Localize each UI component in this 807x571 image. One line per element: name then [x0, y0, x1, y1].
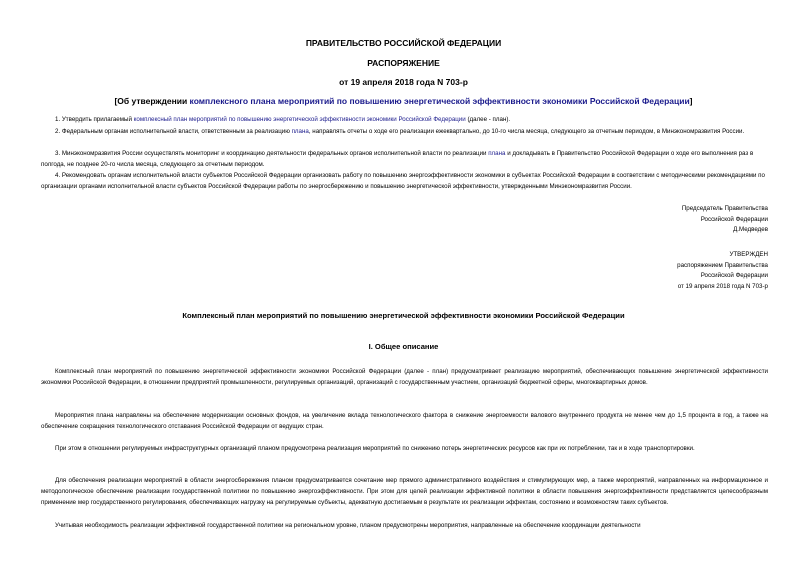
- item-3-plan-link[interactable]: плана: [488, 150, 506, 157]
- item-2-plan-link[interactable]: плана: [291, 128, 309, 135]
- item-2: [41, 127, 768, 138]
- item-3: [41, 149, 768, 170]
- plan-paragraph-4: Для обеспечения реализации мероприятий в области энергосбережения планом предусматривается сочетание мер прямого административного воздействия и стимулирующих мер, а также мероприятий, направленных на информационное и методологическое обеспечение реализации государственной политики по повышению энергоэффективности. При этом для целей реализации эффективной политики в области повышения энергоэффективности представляется целесообразным применение мер государственного регулирования, обеспечивающих нагрузку на регулируемые субъекты, адекватную достигаемым в результате их реализации эффектам, состоянию и возможностям таких субъектов.: [41, 477, 768, 506]
- government-heading: ПРАВИТЕЛЬСТВО РОССИЙСКОЙ ФЕДЕРАЦИИ: [305, 38, 502, 48]
- document-type-heading: РАСПОРЯЖЕНИЕ: [367, 58, 440, 68]
- document-date-number: от 19 апреля 2018 года N 703-р: [339, 77, 468, 87]
- item-1-text-a: 1. Утвердить прилагаемый: [55, 116, 134, 123]
- plan-paragraph-5: Учитывая необходимость реализации эффективной государственной политики на региональном уровне, планом предусмотрены мероприятия, направленные на обеспечение координации деятельности: [55, 522, 641, 529]
- item-3-text-b: и докладывать в Правительство Российской Федерации о ходе его выполнения раз в полгода, не позднее 20-го числа месяца, следующего за отчетным периодом.: [41, 150, 754, 168]
- approval-line-1: УТВЕРЖДЕН: [729, 251, 768, 258]
- item-4: 4. Рекомендовать органам исполнительной власти субъектов Российской Федерации организовать работу по повышению энергоэффективности экономики в субъектах Российской Федерации в соответствии с методическими рекомендациями по организации органами исполнительной власти субъектов Российской Федерации работы по энергосбережению и повышению энергетической эффективности, утвержденными Минэкономразвития России.: [41, 172, 765, 190]
- signature-line-2: Российской Федерации: [700, 215, 768, 223]
- signature-line-1: Председатель Правительства: [681, 205, 768, 212]
- item-3-text-a: 3. Минэкономразвития России осуществлять мониторинг и координацию деятельности федеральных органов исполнительной власти по реализации: [55, 150, 489, 157]
- approval-line-4: от 19 апреля 2018 года N 703-р: [677, 282, 768, 290]
- approval-line-2: распоряжением Правительства: [677, 261, 768, 269]
- item-1: [41, 115, 768, 126]
- plan-title: Комплексный план мероприятий по повышению энергетической эффективности экономики Российской Федерации: [182, 311, 625, 320]
- item-1-plan-link[interactable]: комплексный план мероприятий по повышению энергетической эффективности экономики Российской Федерации: [133, 116, 466, 123]
- title-open: [Об утверждении: [114, 96, 190, 106]
- plan-paragraph-3: При этом в отношении регулируемых инфраструктурных организаций планом предусмотрена реализация мероприятий по снижению потерь энергетических ресурсов как при их потреблении, так и в ходе транспортировки.: [55, 445, 695, 452]
- section-title: I. Общее описание: [368, 342, 439, 351]
- document-title: [0, 96, 807, 106]
- signature-line-3: Д.Медведев: [733, 226, 768, 233]
- plan-paragraph-2: Мероприятия плана направлены на обеспечение модернизации основных фондов, на увеличение вклада технологического фактора в снижение энергоемкости валового внутреннего продукта не менее чем до 1,5 процента в год, а также на обеспечение сокращения технологического отставания Российской Федерации от ведущих стран.: [41, 412, 768, 430]
- signature-block: [682, 204, 768, 236]
- approval-block: [677, 250, 768, 292]
- title-close: ]: [689, 96, 693, 106]
- approval-line-3: Российской Федерации: [700, 272, 768, 279]
- item-2-text-b: , направлять отчеты о ходе его реализации ежеквартально, до 10-го числа месяца, следующего за отчетным периодом, в Минэкономразвития России.: [308, 128, 745, 135]
- item-1-text-b: (далее - план).: [465, 116, 511, 123]
- title-plan-link[interactable]: комплексного плана мероприятий по повышению энергетической эффективности экономики Российской Федерации: [189, 96, 690, 106]
- plan-paragraph-1: Комплексный план мероприятий по повышению энергетической эффективности экономики Российской Федерации (далее - план) предусматривает реализацию мероприятий, обеспечивающих повышение энергетической эффективности экономики Российской Федерации, в отношении предприятий промышленности, регулируемых организаций, организаций с государственным участием, организаций бюджетной сферы, многоквартирных домов.: [41, 368, 768, 386]
- item-2-text-a: 2. Федеральным органам исполнительной власти, ответственным за реализацию: [55, 128, 292, 135]
